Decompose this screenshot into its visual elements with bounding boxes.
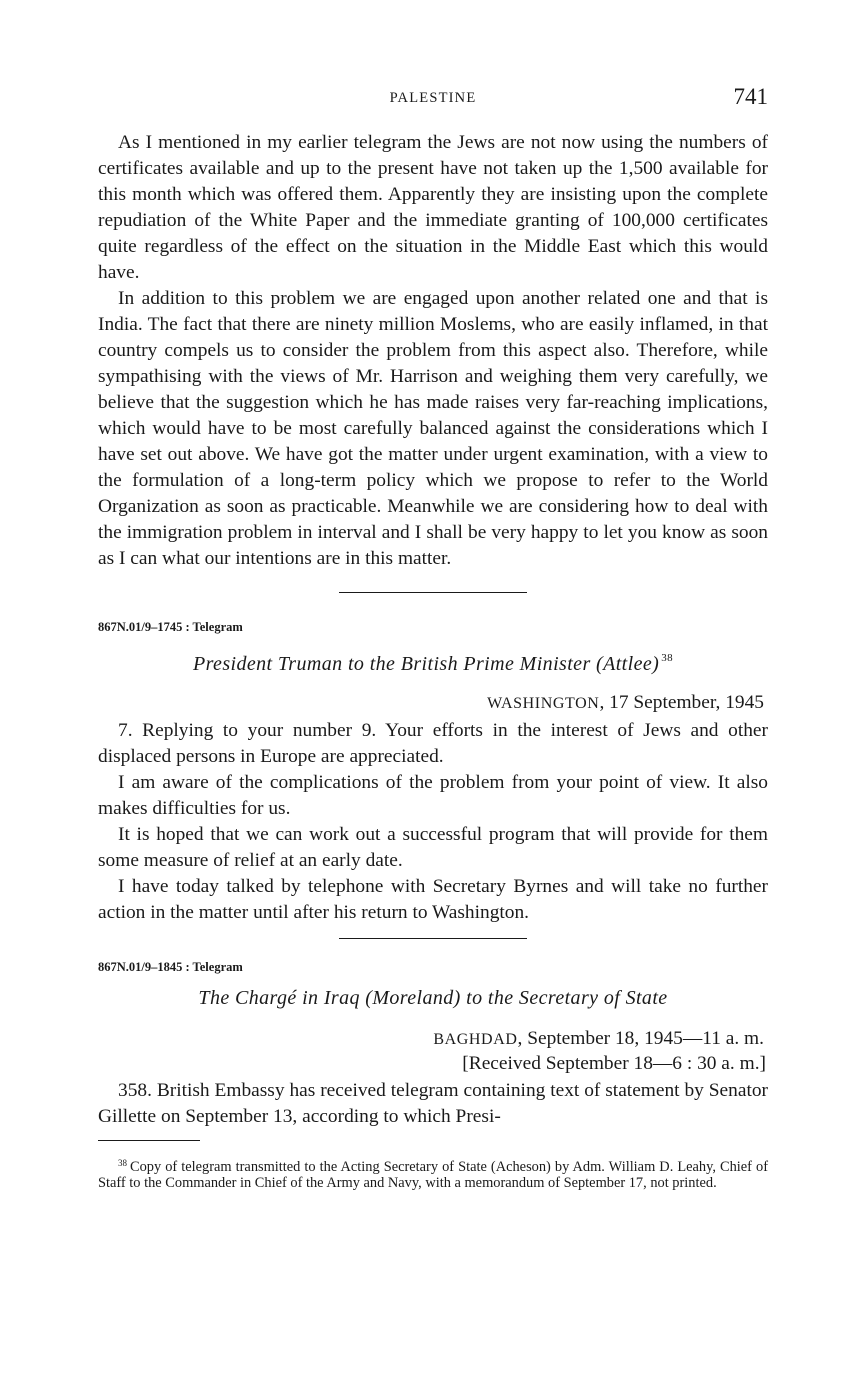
received-line: [Received September 18—6 : 30 a. m.]: [462, 1053, 766, 1074]
running-title: PALESTINE: [389, 90, 477, 106]
body-paragraph: As I mentioned in my earlier telegram the Jews are not now using the numbers of certificates available and up to the present have not taken up the 1,500 available for this month which was offered them. Apparently they are insisting upon the complete repudiation of the White Paper and the immediate granting of 100,000 certificates quite regardless of the effect on the situation in the Middle East which this would have.: [98, 132, 768, 283]
section-divider: [339, 938, 527, 939]
body-paragraph: I am aware of the complications of the problem from your point of view. It also makes difficulties for us.: [98, 772, 768, 819]
document-truman-telegram: [98, 619, 768, 926]
section-divider: [339, 592, 527, 593]
book-page: [98, 84, 768, 1191]
running-head: [98, 84, 768, 114]
dateline-place: WASHINGTON: [487, 695, 600, 712]
telegram-body: [98, 718, 768, 926]
footnote-divider: [98, 1140, 200, 1141]
dateline-date: , September 18, 1945—11 a. m.: [517, 1028, 764, 1049]
file-reference: 867N.01/9–1745 : Telegram: [98, 620, 243, 634]
document-heading: [98, 645, 768, 677]
footnote-marker: 38: [661, 652, 674, 664]
body-paragraph: In addition to this problem we are engaged upon another related one and that is India. The fact that there are ninety million Moslems, who are easily inflamed, in that country compels us to consider the problem from this aspect also. Therefore, while sympathising with the views of Mr. Harrison and weighing them very carefully, we believe that the suggestion which he has made raises very far-reaching implications, which would have to be most carefully balanced against the considerations which I have set out above. We have got the matter under urgent examination, with a view to the formulation of a long-term policy which we propose to refer to the World Organization as soon as practicable. Meanwhile we are considering how to deal with the immigration problem in interval and I shall be very happy to let you know as soon as I can what our intentions are in this matter.: [98, 288, 768, 569]
dateline: [98, 691, 768, 716]
dateline-date: , 17 September, 1945: [599, 692, 764, 713]
document-iraq-telegram: [98, 959, 768, 1130]
dateline-place: BAGHDAD: [433, 1031, 518, 1048]
file-reference: 867N.01/9–1845 : Telegram: [98, 960, 243, 974]
heading-text: President Truman to the British Prime Minister (Attlee): [192, 653, 660, 675]
body-paragraph: 358. British Embassy has received telegram containing text of statement by Senator Gillette on September 13, according to which Presi-: [98, 1080, 768, 1127]
dateline: [98, 1027, 768, 1052]
body-paragraph: 7. Replying to your number 9. Your efforts in the interest of Jews and other displaced persons in Europe are appreciated.: [98, 720, 768, 767]
footnote-number: 38: [118, 1158, 127, 1168]
telegram-body: [98, 1078, 768, 1130]
footnote-text: Copy of telegram transmitted to the Acting Secretary of State (Acheson) by Adm. William D. Leahy, Chief of Staff to the Commander in Chief of the Army and Navy, with a memorandum of September 17, not printed.: [98, 1159, 768, 1191]
footnote: [98, 1155, 768, 1191]
continued-text: [98, 130, 768, 572]
document-heading: The Chargé in Iraq (Moreland) to the Secretary of State: [198, 987, 668, 1009]
page-number: 741: [733, 84, 768, 109]
body-paragraph: I have today talked by telephone with Secretary Byrnes and will take no further action in the matter until after his return to Washington.: [98, 876, 768, 923]
body-paragraph: It is hoped that we can work out a successful program that will provide for them some measure of relief at an early date.: [98, 824, 768, 871]
